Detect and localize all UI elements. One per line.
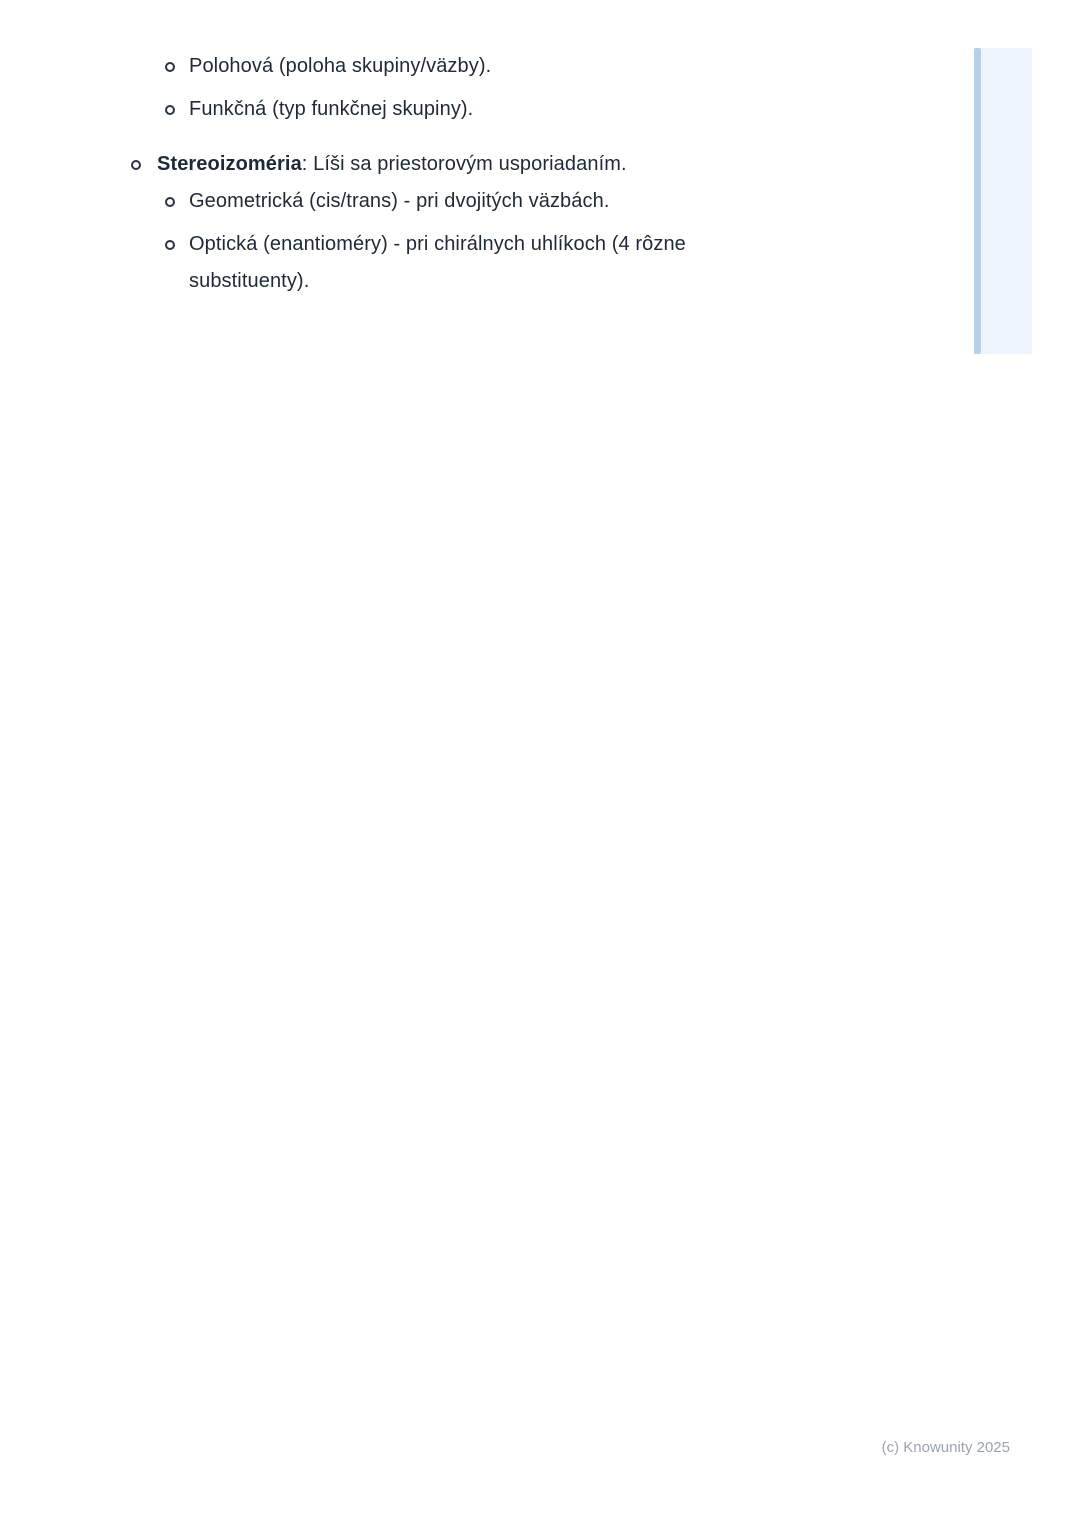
copyright-footer: (c) Knowunity 2025	[881, 1439, 1010, 1456]
list-item-term: Stereoizoméria	[157, 153, 302, 175]
list-item-text: Optická (enantioméry) - pri chirálnych uhlíkoch (4 rôzne substituenty).	[189, 233, 686, 292]
notes-bullet-list	[0, 48, 760, 306]
list-item-text: Polohová (poloha skupiny/väzby).	[189, 55, 492, 77]
circle-bullet-icon	[165, 62, 175, 72]
scrollbar-thumb[interactable]	[974, 48, 981, 354]
scrollbar-track[interactable]	[974, 48, 1032, 354]
list-item-stereoizomeria	[0, 146, 760, 183]
list-item-description: : Líši sa priestorovým usporiadaním.	[301, 153, 627, 175]
circle-bullet-icon	[165, 105, 175, 115]
list-item-text: Geometrická (cis/trans) - pri dvojitých väzbách.	[189, 190, 610, 212]
circle-bullet-icon	[165, 240, 175, 250]
list-item-polohova	[0, 48, 760, 85]
circle-bullet-icon	[165, 197, 175, 207]
list-item-text	[157, 146, 760, 183]
list-item-text: Funkčná (typ funkčnej skupiny).	[189, 98, 474, 120]
list-item-funkcna	[0, 91, 760, 128]
list-item-opticka	[0, 226, 760, 300]
list-item-geometricka	[0, 183, 760, 220]
circle-bullet-icon	[131, 160, 141, 170]
